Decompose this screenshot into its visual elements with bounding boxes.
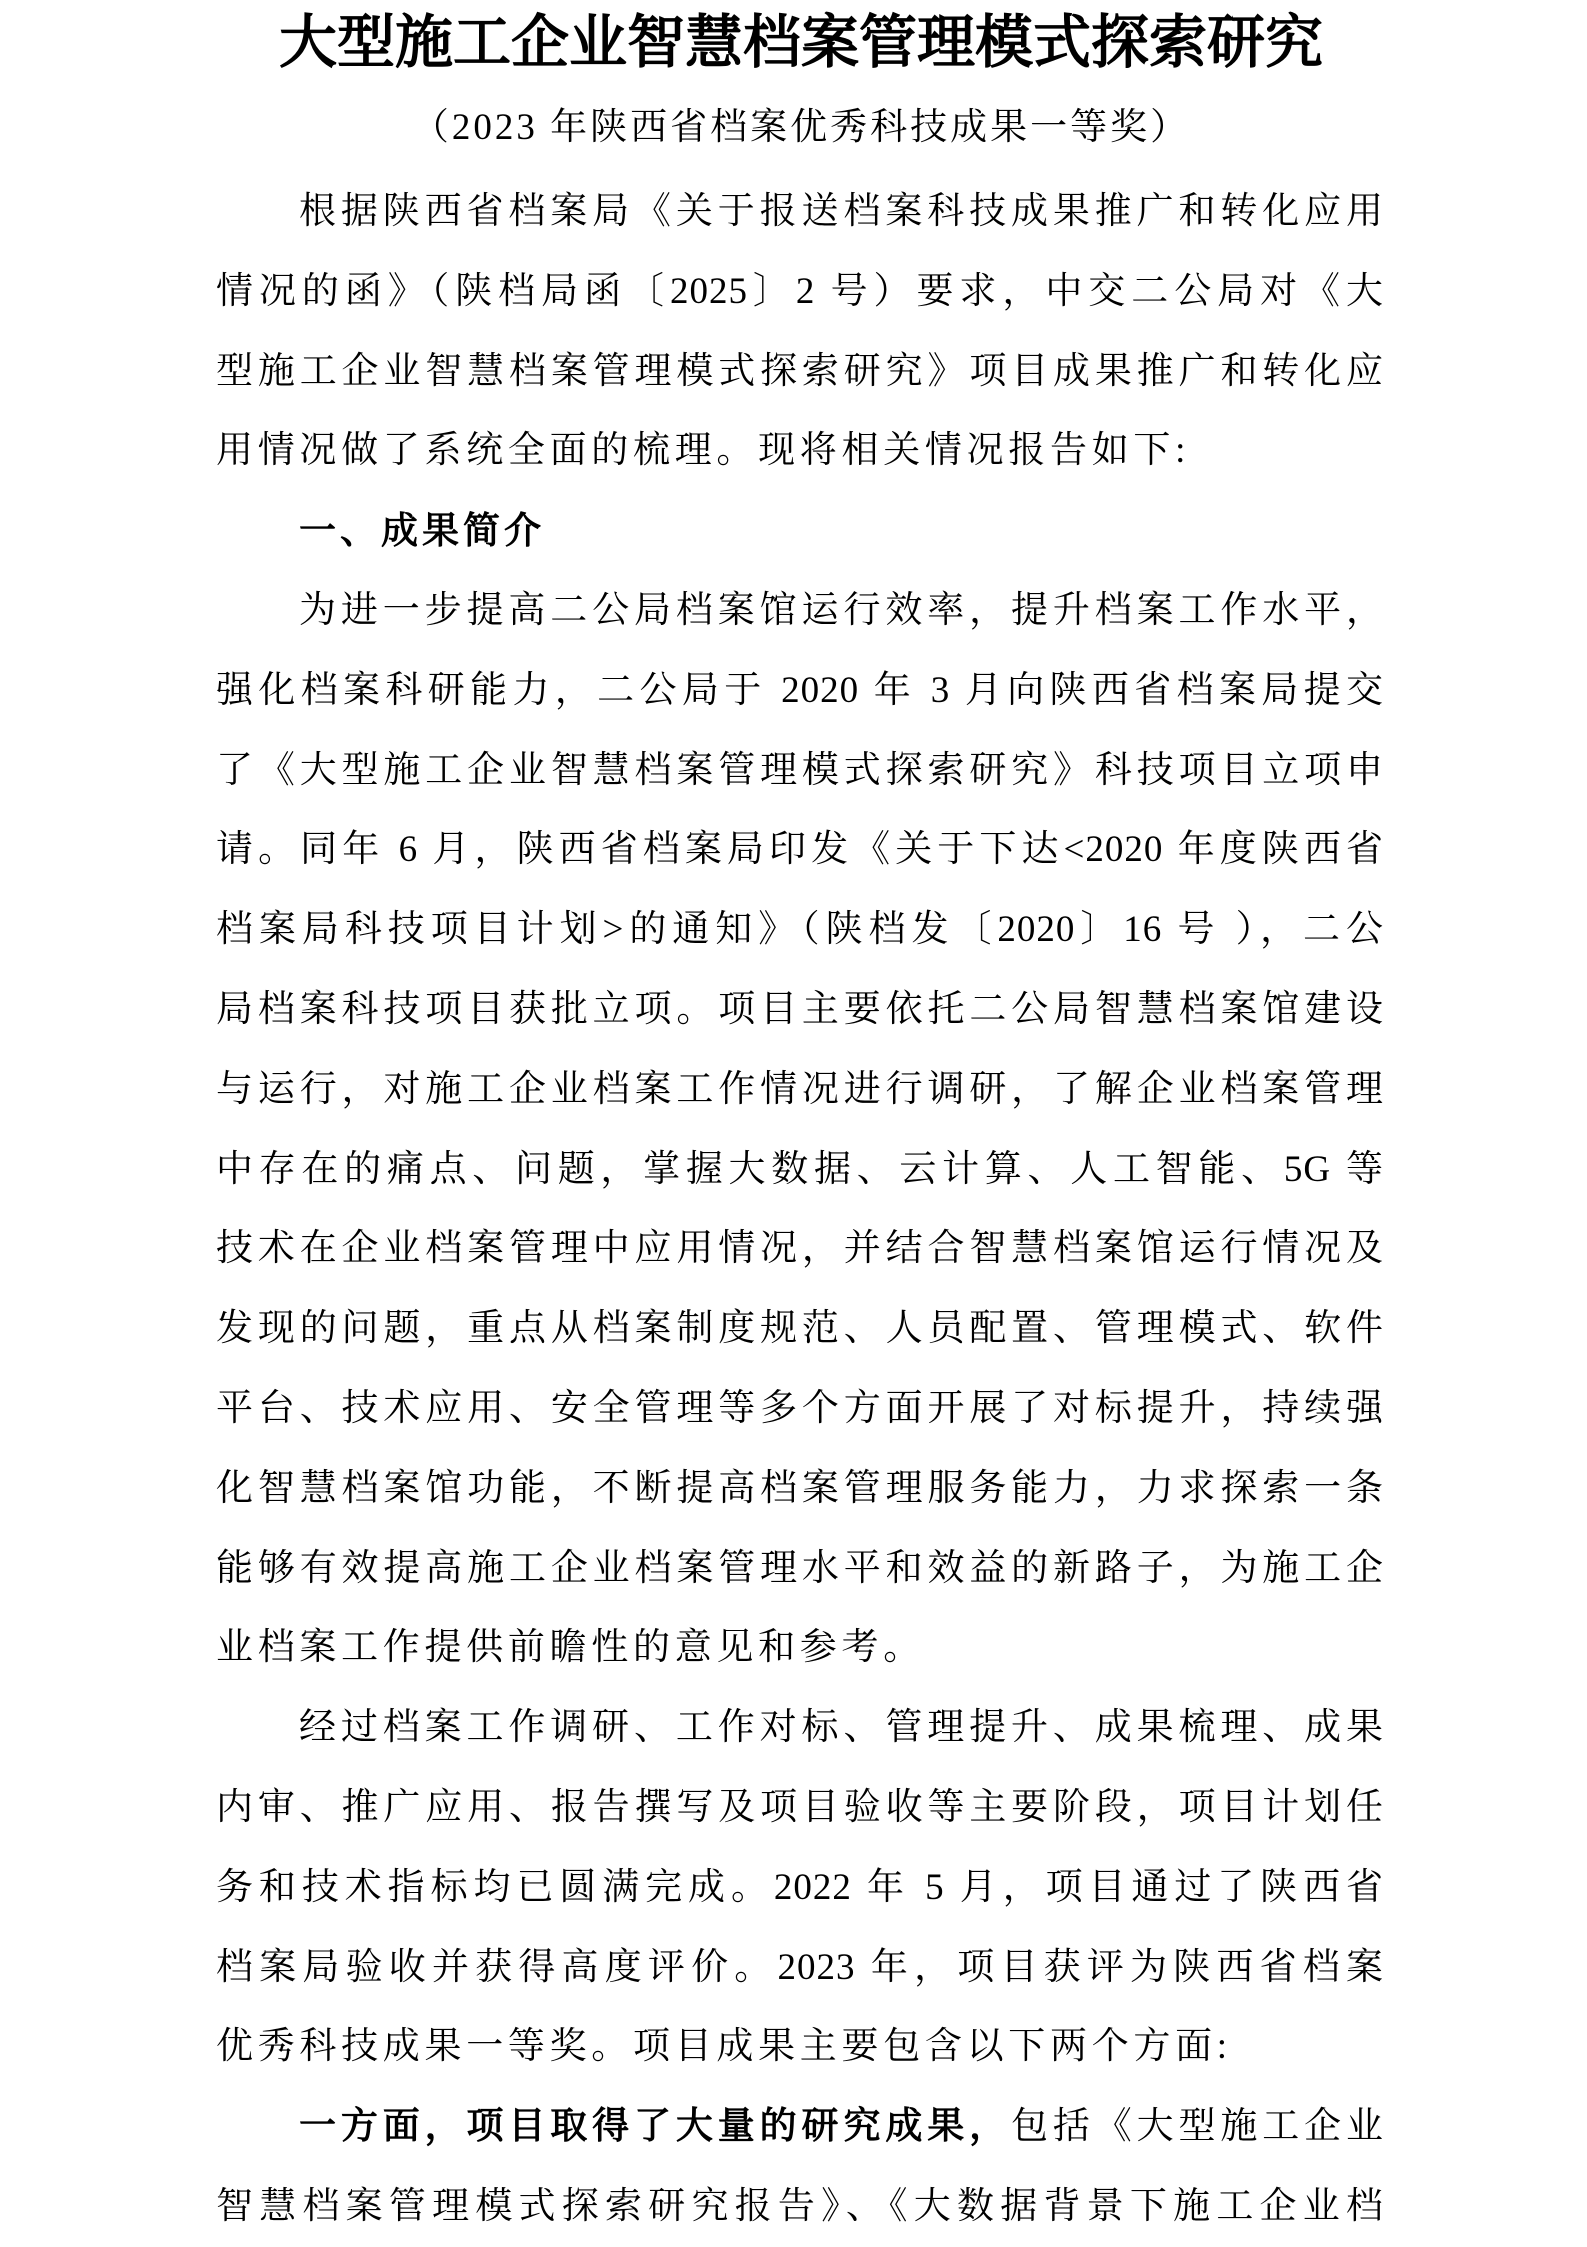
text-line: 内审、推广应用、报告撰写及项目验收等主要阶段，项目计划任 bbox=[216, 1786, 1384, 1828]
text-line: 技术在企业档案管理中应用情况，并结合智慧档案馆运行情况及 bbox=[216, 1228, 1384, 1270]
text-line: 发现的问题，重点从档案制度规范、人员配置、管理模式、软件 bbox=[216, 1308, 1384, 1350]
section-paragraph bbox=[216, 2087, 1384, 2247]
section-paragraph bbox=[216, 1688, 1384, 2087]
text-line bbox=[216, 2087, 1384, 2167]
document-title: 大型施工企业智慧档案管理模式探索研究 bbox=[278, 10, 1323, 75]
text-line: 务和技术指标均已圆满完成。2022 年 5 月，项目通过了陕西省 bbox=[216, 1866, 1384, 1908]
text-line: 业档案工作提供前瞻性的意见和参考。 bbox=[216, 1627, 925, 1669]
text-line: 强化档案科研能力，二公局于 2020 年 3 月向陕西省档案局提交 bbox=[216, 669, 1384, 711]
text-line: 档案局科技项目计划>的通知》（陕档发〔2020〕16 号 ），二公 bbox=[216, 909, 1384, 951]
text-line: 与运行，对施工企业档案工作情况进行调研，了解企业档案管理 bbox=[216, 1068, 1384, 1110]
lead-rest-text: 包括《大型施工企业 bbox=[1010, 2106, 1385, 2148]
text-line: 为进一步提高二公局档案馆运行效率，提升档案工作水平， bbox=[299, 589, 1384, 631]
text-line: 情况的函》（陕档局函〔2025〕2 号）要求，中交二公局对《大 bbox=[216, 270, 1384, 312]
text-line: 局档案科技项目获批立项。项目主要依托二公局智慧档案馆建设 bbox=[216, 988, 1384, 1030]
text-line: 经过档案工作调研、工作对标、管理提升、成果梳理、成果 bbox=[299, 1707, 1384, 1749]
section-paragraph bbox=[216, 571, 1384, 1688]
document-subtitle: （2023 年陕西省档案优秀科技成果一等奖） bbox=[411, 107, 1191, 148]
text-line: 根据陕西省档案局《关于报送档案科技成果推广和转化应用 bbox=[299, 191, 1384, 232]
text-line: 平台、技术应用、安全管理等多个方面开展了对标提升，持续强 bbox=[216, 1387, 1384, 1429]
text-line: 中存在的痛点、问题，掌握大数据、云计算、人工智能、5G 等 bbox=[216, 1148, 1384, 1190]
text-line: 化智慧档案馆功能，不断提高档案管理服务能力，力求探索一条 bbox=[216, 1467, 1384, 1509]
intro-paragraph bbox=[216, 172, 1384, 491]
document-body bbox=[216, 172, 1384, 2247]
text-line: 请。同年 6 月，陕西省档案局印发《关于下达<2020 年度陕西省 bbox=[216, 829, 1384, 871]
text-line: 智慧档案管理模式探索研究报告》、《大数据背景下施工企业档 bbox=[216, 2185, 1384, 2227]
text-line: 了《大型施工企业智慧档案管理模式探索研究》科技项目立项申 bbox=[216, 749, 1384, 791]
section-heading: 一、成果简介 bbox=[299, 509, 545, 553]
text-line: 档案局验收并获得高度评价。2023 年，项目获评为陕西省档案 bbox=[216, 1946, 1384, 1988]
bold-lead-text: 一方面，项目取得了大量的研究成果， bbox=[299, 2106, 1011, 2148]
text-line: 用情况做了系统全面的梳理。现将相关情况报告如下: bbox=[216, 430, 1191, 472]
text-line: 型施工企业智慧档案管理模式探索研究》项目成果推广和转化应 bbox=[216, 350, 1384, 392]
text-line: 优秀科技成果一等奖。项目成果主要包含以下两个方面: bbox=[216, 2026, 1232, 2068]
text-line: 能够有效提高施工企业档案管理水平和效益的新路子，为施工企 bbox=[216, 1547, 1384, 1589]
